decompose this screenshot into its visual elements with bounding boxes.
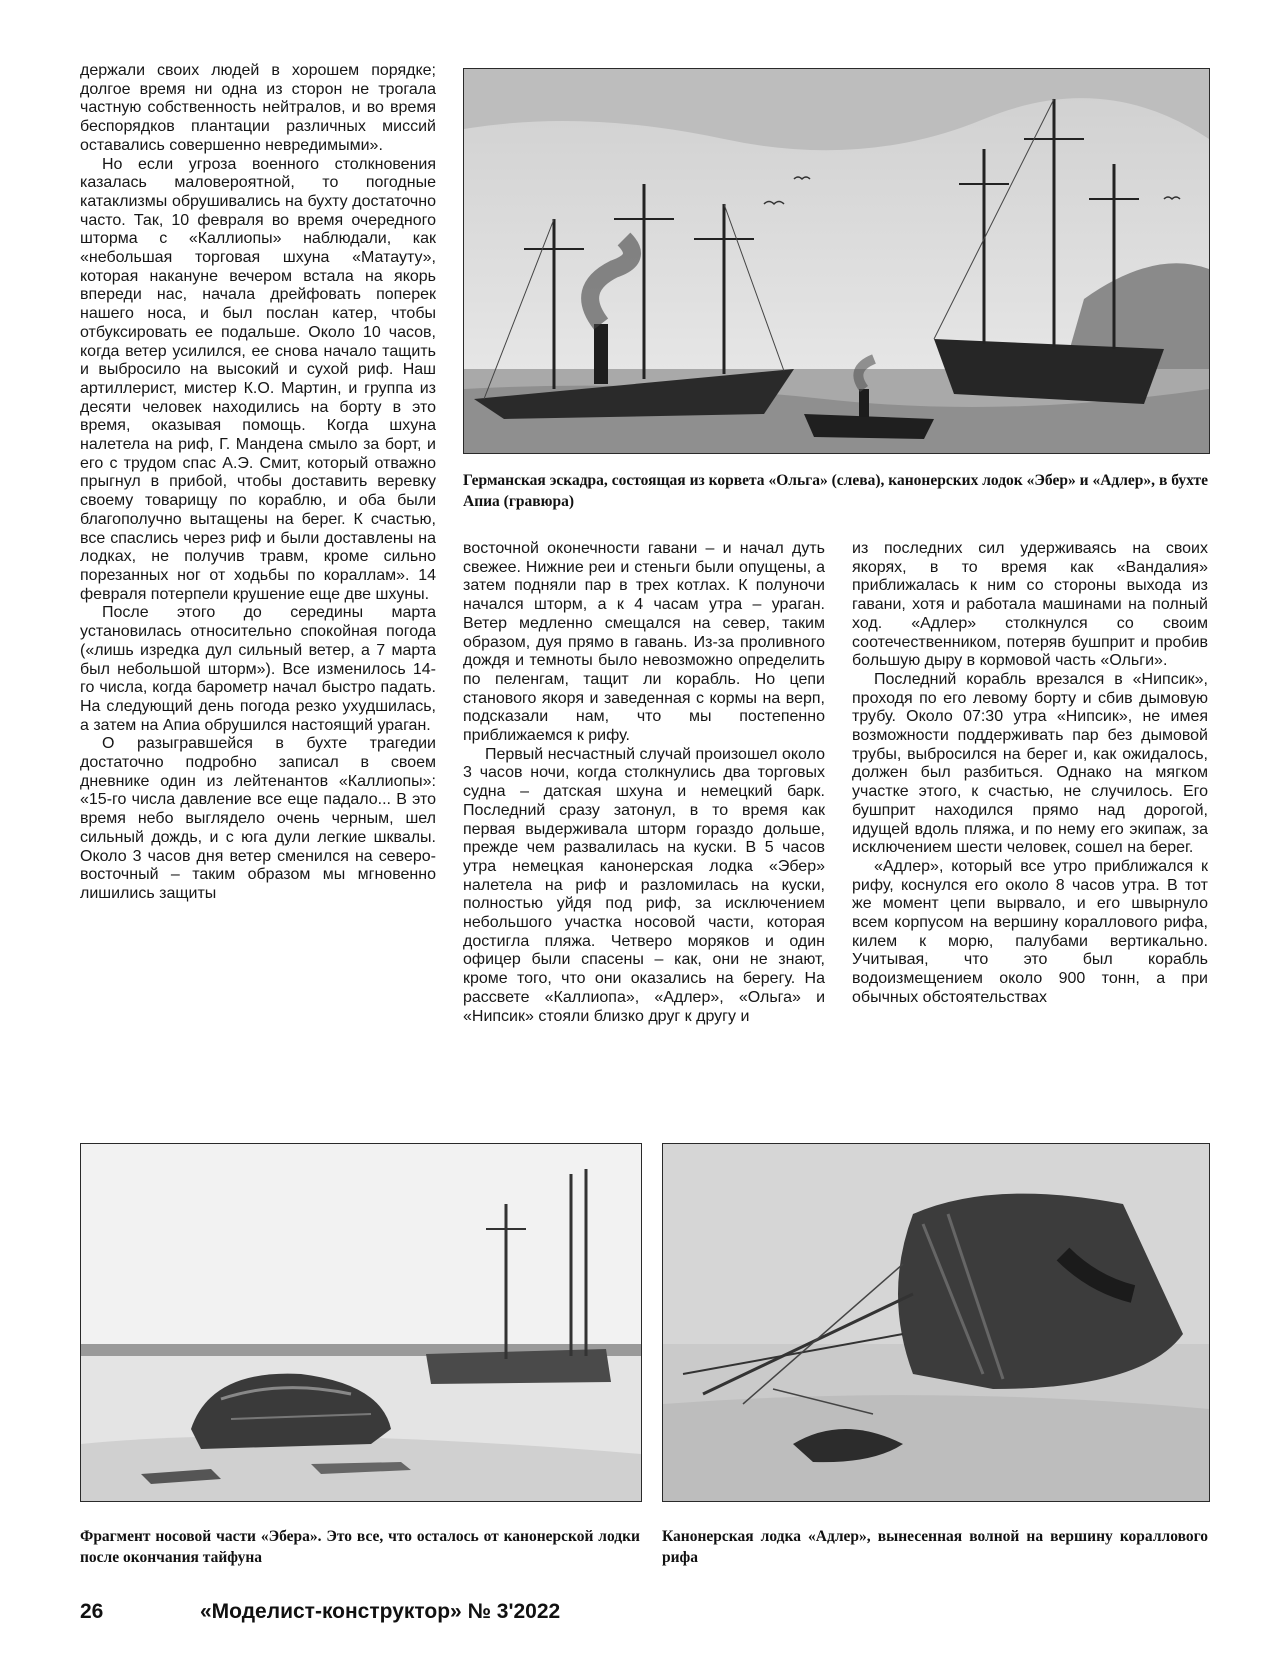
photo-illustration <box>663 1144 1209 1501</box>
engraving-illustration <box>464 69 1209 453</box>
caption-bottom-left: Фрагмент носовой части «Эбера». Это все, что осталось от канонерской лодки после окончания тайфуна <box>80 1528 640 1566</box>
photo-eber-bow-fragment <box>80 1143 642 1502</box>
photo-adler-on-reef <box>662 1143 1210 1502</box>
paragraph: Последний корабль врезался в «Нипсик», проходя по его левому борту и сбив дымовую трубу. Около 07:30 утра «Нипсик», не имея возможности поддерживать пар без дымовой трубы, выбросился на берег и, как ожидалось, должен был разбиться. Однако на мягком участке этого, к счастью, не случилось. Его бушприт находился прямо над дорогой, идущей вдоль пляжа, и по нему его экипаж, за исключением шести человек, сошел на берег. <box>852 670 1208 857</box>
paragraph: Но если угроза военного столкновения казалась маловероятной, то погодные катаклизмы обрушивались на бухту достаточно часто. Так, 10 февраля во время очередного шторма с «Каллиопы» наблюдали, как «небольшая торговая шхуна «Матауту», которая накануне вечером встала на якорь впереди нас, начала дрейфовать поперек нашего носа, и был послан катер, чтобы отбуксировать ее подальше. Около 10 часов, когда ветер усилился, ее снова начало тащить и выбросило на высокий и сухой риф. Наш артиллерист, мистер К.О. Мартин, и группа из десяти человек находились на борту в это время, оказывая помощь. Когда шхуна налетела на риф, Г. Мандена смыло за борт, и его с трудом спас А.Э. Смит, который отважно прыгнул в прибой, чтобы доставить веревку своему товарищу по кораблю, и оба были благополучно вытащены на берег. К счастью, все спаслись через риф и были доставлены на лодках, не получив травм, кроме сильно порезанных ног от ходьбы по кораллам». 14 февраля потерпели крушение еще две шхуны. <box>80 155 436 603</box>
engraving-german-squadron <box>463 68 1210 454</box>
paragraph: Первый несчастный случай произошел около 3 часов ночи, когда столкнулись два торговых судна – датская шхуна и немецкий барк. Последний сразу затонул, в то время как первая выдерживала шторм гораздо дольше, прежде чем развалилась на куски. В 5 часов утра немецкая канонерская лодка «Эбер» налетела на риф и разломилась на куски, полностью уйдя под риф, за исключением небольшого участка носовой части, которая достигла пляжа. Четверо моряков и один офицер были спасены – как, они не знают, кроме того, что они оказались на берегу. На рассвете «Каллиопа», «Адлер», «Ольга» и «Нипсик» стояли близко друг к другу и <box>463 745 825 1025</box>
caption-top-engraving: Германская эскадра, состоящая из корвета «Ольга» (слева), канонерских лодок «Эбер» и «Адлер», в бухте Апиа (гравюра) <box>463 472 1208 510</box>
magazine-title: «Моделист-конструктор» № 3'2022 <box>200 1600 561 1623</box>
paragraph: После этого до середины марта установилась относительно спокойная погода («лишь изредка дул сильный ветер, а 7 марта был небольшой шторм»). Все изменилось 14-го числа, когда барометр начал быстро падать. На следующий день погода резко ухудшилась, а затем на Апиа обрушился настоящий ураган. <box>80 604 436 734</box>
paragraph: О разыгравшейся в бухте трагедии достаточно подробно записал в своем дневнике один из лейтенантов «Каллиопы»: «15-го числа давление все еще падало... В это время небо выглядело очень черным, шел сильный дождь, и с юга дули легкие шквалы. Около 3 часов дня ветер сменился на северо-восточный – таким образом мы мгновенно лишились защиты <box>80 735 436 902</box>
caption-bottom-right: Канонерская лодка «Адлер», вынесенная волной на вершину кораллового рифа <box>662 1528 1208 1566</box>
paragraph: из последних сил удерживаясь на своих якорях, в то время как «Вандалия» приближалась к ним со стороны выхода из гавани, хотя и работала машинами на полный ход. «Адлер» столкнулся со своим соотечественником, потеряв бушприт и пробив большую дыру в кормовой часть «Ольги». <box>852 540 1208 670</box>
paragraph: держали своих людей в хорошем порядке; долгое время ни одна из сторон не трогала частную собственность нейтралов, и во время беспорядков плантации различных миссий оставались совершенно невредимыми». <box>80 62 436 154</box>
photo-illustration <box>81 1144 641 1501</box>
article-column-right <box>852 540 1208 1008</box>
paragraph: восточной оконечности гавани – и начал дуть свежее. Нижние реи и стеньги были опущены, а затем подняли пар в трех котлах. К полуночи начался шторм, а к 4 часам утра – ураган. Ветер медленно смещался на север, таким образом, дуя прямо в гавань. Из-за проливного дождя и темноты было невозможно определить по пеленгам, тащит ли корабль. Но цепи станового якоря и заведенная с кормы на верп, подсказали нам, что мы постепенно приближаемся к рифу. <box>463 540 825 745</box>
paragraph: «Адлер», который все утро приближался к рифу, коснулся его около 8 часов утра. В тот же момент цепи вырвало, и его швырнуло всем корпусом на вершину кораллового рифа, килем к морю, палубами вертикально. Учитывая, что это был корабль водоизмещением около 900 тонн, а при обычных обстоятельствах <box>852 857 1208 1006</box>
article-column-middle <box>463 540 825 1026</box>
page-number: 26 <box>80 1600 104 1623</box>
article-column-left <box>80 62 436 904</box>
